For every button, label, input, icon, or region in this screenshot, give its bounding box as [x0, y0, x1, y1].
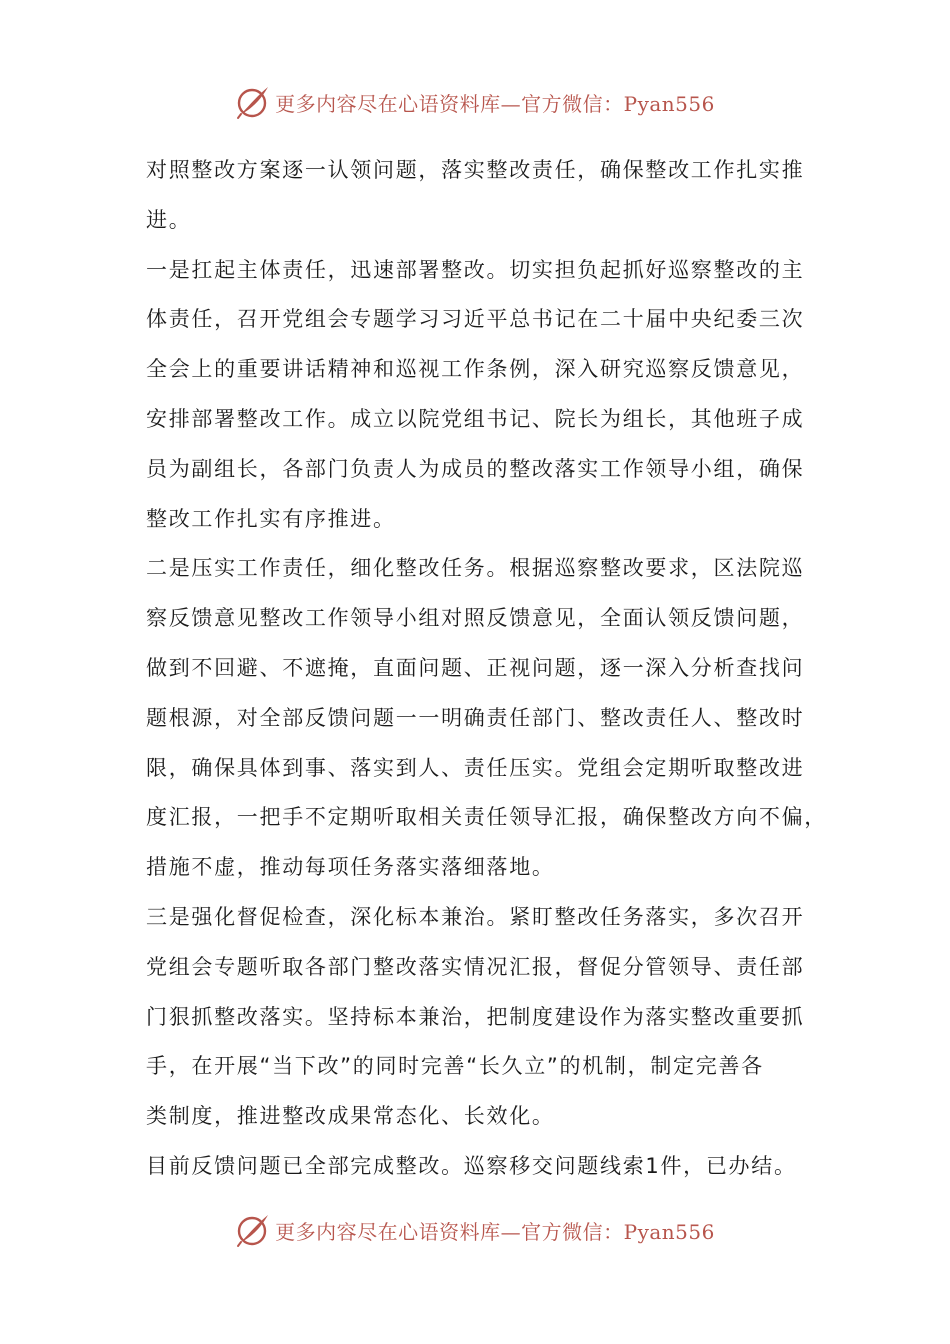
body-line: 题根源，对全部反馈问题一一明确责任部门、整改责任人、整改时 [146, 705, 805, 730]
body-line: 一是扛起主体责任，迅速部署整改。切实担负起抓好巡察整改的主 [146, 257, 805, 282]
footer-banner-text: 更多内容尽在心语资料库—官方微信：Pyan556 [275, 1219, 715, 1244]
body-line: 对照整改方案逐一认领问题，落实整改责任，确保整改工作扎实推 [146, 158, 805, 182]
document-body [146, 146, 826, 1192]
header-banner [0, 80, 950, 124]
body-line: 党组会专题听取各部门整改落实情况汇报，督促分管领导、责任部 [146, 954, 805, 979]
body-line: 安排部署整改工作。成立以院党组书记、院长为组长，其他班子成 [146, 406, 805, 431]
body-line: 限，确保具体到事、落实到人、责任压实。党组会定期听取整改进 [146, 755, 805, 780]
footer-banner-inner [235, 1212, 715, 1248]
body-line: 二是压实工作责任，细化整改任务。根据巡察整改要求，区法院巡 [146, 556, 805, 581]
body-line: 目前反馈问题已全部完成整改。巡察移交问题线索1件，已办结。 [146, 1153, 797, 1178]
header-banner-inner [235, 84, 715, 120]
body-line: 员为副组长，各部门负责人为成员的整改落实工作领导小组，确保 [146, 456, 805, 481]
body-line: 三是强化督促检查，深化标本兼治。紧盯整改任务落实，多次召开 [146, 904, 805, 929]
body-line: 进。 [146, 207, 192, 232]
body-line: 做到不回避、不遮掩，直面问题、正视问题，逐一深入分析查找问 [146, 655, 805, 680]
quill-pen-logo-icon [235, 1212, 271, 1248]
body-line: 措施不虚，推动每项任务落实落细落地。 [146, 855, 555, 880]
quill-pen-logo-icon [235, 84, 271, 120]
body-line: 全会上的重要讲话精神和巡视工作条例，深入研究巡察反馈意见， [146, 357, 805, 382]
body-line: 察反馈意见整改工作领导小组对照反馈意见，全面认领反馈问题， [146, 606, 805, 631]
body-line: 手，在开展“当下改”的同时完善“长久立”的机制，制定完善各 [146, 1054, 764, 1079]
body-line: 度汇报，一把手不定期听取相关责任领导汇报，确保整改方向不偏， [146, 805, 827, 830]
body-line: 整改工作扎实有序推进。 [146, 506, 396, 531]
body-line: 类制度，推进整改成果常态化、长效化。 [146, 1104, 555, 1129]
header-banner-text: 更多内容尽在心语资料库—官方微信：Pyan556 [275, 91, 715, 116]
body-line: 门狠抓整改落实。坚持标本兼治，把制度建设作为落实整改重要抓 [146, 1004, 805, 1029]
footer-banner [0, 1208, 950, 1252]
body-line: 体责任，召开党组会专题学习习近平总书记在二十届中央纪委三次 [146, 307, 805, 332]
